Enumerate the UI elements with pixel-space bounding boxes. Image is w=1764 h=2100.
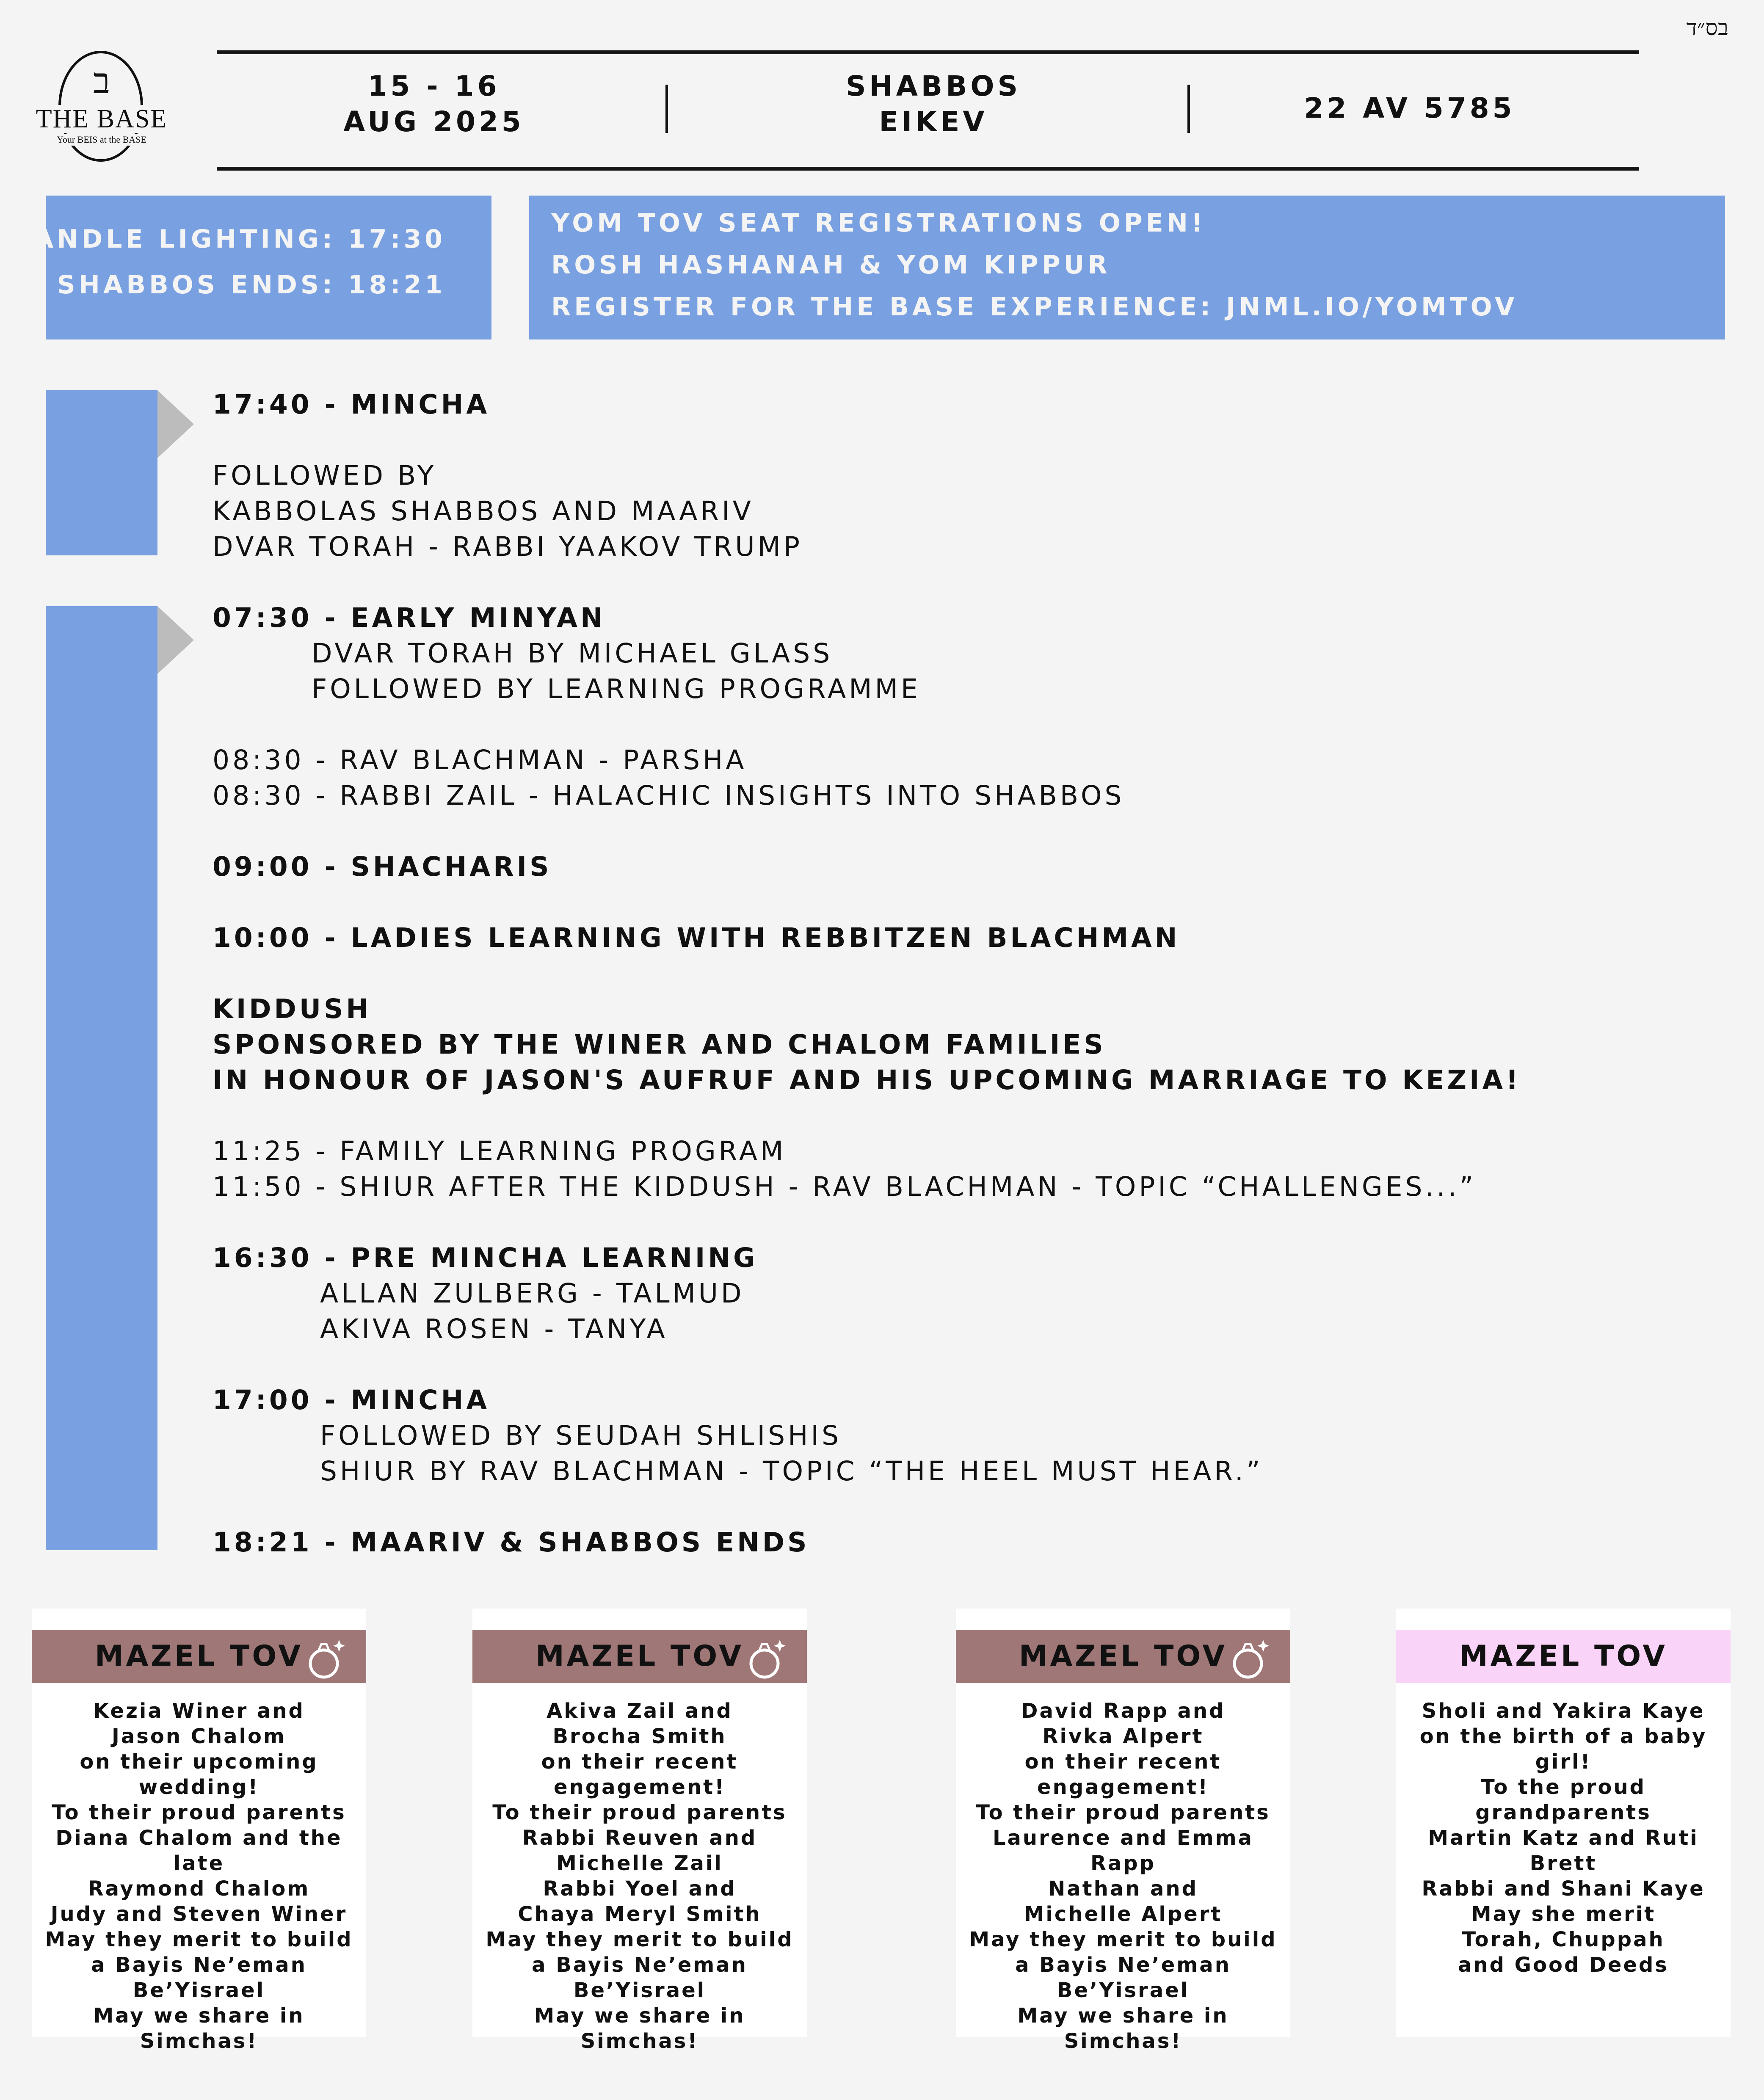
card-message-line: David Rapp and (1021, 1699, 1226, 1723)
shabbos-label: SHABBOS (845, 70, 1021, 102)
friday-followed-by: FOLLOWED BY (213, 460, 437, 491)
card-message-line: Laurence and Emma Rapp (992, 1826, 1254, 1875)
card-title: MAZEL TOV (94, 1639, 304, 1673)
seudah-shiur: SHIUR BY RAV BLACHMAN - TOPIC “THE HEEL MUST HEAR.” (320, 1456, 1263, 1487)
shabbos-timeline-bar (46, 606, 157, 1550)
card-message-line: Nathan and (1048, 1877, 1198, 1901)
card-header (472, 1630, 807, 1683)
logo-glyph: ב (93, 60, 110, 102)
maariv-shabbos-ends: 18:21 - MAARIV & SHABBOS ENDS (213, 1527, 810, 1558)
shacharis: 09:00 - SHACHARIS (213, 851, 552, 882)
card-message (956, 1698, 1290, 2054)
card-title: MAZEL TOV (535, 1639, 744, 1673)
card-message-line: a Bayis Ne’eman Be’Yisrael (532, 1953, 748, 2002)
card-message-line: Kezia Winer and (93, 1699, 305, 1723)
zmanim-box (11, 196, 491, 339)
header-divider (1187, 85, 1190, 133)
early-minyan-dvar-torah: DVAR TORAH BY MICHAEL GLASS (312, 638, 833, 669)
card-message-line: May we share in Simchas! (534, 2004, 745, 2053)
arrow-marker-icon (157, 606, 194, 674)
card-message-line: wedding! (138, 1775, 259, 1799)
card-message-line: Torah, Chuppah (1462, 1928, 1665, 1951)
card-message-line: To their proud parents (52, 1801, 346, 1824)
card-message-line: on their recent (541, 1750, 738, 1774)
kiddush-honour: IN HONOUR OF JASON'S AUFRUF AND HIS UPCOMING MARRIAGE TO KEZIA! (213, 1065, 1521, 1096)
friday-timeline-bar (46, 390, 157, 555)
shiur-after-kiddush: 11:50 - SHIUR AFTER THE KIDDUSH - RAV BLACHMAN - TOPIC “CHALLENGES...” (213, 1171, 1477, 1202)
card-message-line: a Bayis Ne’eman Be’Yisrael (91, 1953, 307, 2002)
card-message-line: May they merit to build (486, 1928, 794, 1951)
card-message-line: Michelle Alpert (1024, 1902, 1223, 1926)
date-days: 15 - 16 (367, 70, 500, 102)
seudah-shlishis: FOLLOWED BY SEUDAH SHLISHIS (320, 1420, 842, 1451)
bsd-mark: בס״ד (1686, 15, 1728, 41)
card-message-line: Jason Chalom (112, 1725, 286, 1748)
card-message-line: Rivka Alpert (1042, 1725, 1204, 1748)
date-month-year: AUG 2025 (343, 105, 525, 138)
card-message-line: Rabbi Yoel and (543, 1877, 737, 1901)
card-message (1396, 1698, 1731, 1978)
card-message-line: engagement! (554, 1775, 726, 1799)
card-header (1396, 1630, 1731, 1683)
announcement-line-1: YOM TOV SEAT REGISTRATIONS OPEN! (551, 208, 1206, 238)
card-message-line: Michelle Zail (556, 1852, 723, 1875)
hebrew-date: 22 AV 5785 (1304, 92, 1516, 124)
pre-mincha-tanya: AKIVA ROSEN - TANYA (320, 1314, 668, 1344)
logo-tagline: Your BEIS at the BASE (34, 134, 169, 146)
card-message-line: Raymond Chalom (88, 1877, 310, 1901)
card-message-line: on their upcoming (80, 1750, 318, 1774)
card-message-line: May we share in Simchas! (93, 2004, 305, 2053)
gregorian-date (296, 69, 571, 140)
card-message-line: To their proud parents (492, 1801, 787, 1824)
card-message-line: on the birth of a baby girl! (1419, 1725, 1707, 1774)
card-message-line: To the proud grandparents (1475, 1775, 1651, 1824)
card-message-line: Akiva Zail and (547, 1699, 733, 1723)
card-message (472, 1698, 807, 2054)
card-message-line: May we share in Simchas! (1017, 2004, 1229, 2053)
candle-lighting-time: CANDLE LIGHTING: 17:30 (11, 224, 446, 254)
card-title: MAZEL TOV (1459, 1639, 1668, 1673)
announcement-line-2: ROSH HASHANAH & YOM KIPPUR (551, 250, 1111, 280)
kiddush-sponsors: SPONSORED BY THE WINER AND CHALOM FAMILIES (213, 1029, 1106, 1060)
card-message-line: May they merit to build (45, 1928, 353, 1951)
ring-icon (304, 1634, 350, 1681)
card-message-line: Rabbi Reuven and (522, 1826, 757, 1850)
card-message-line: Rabbi and Shani Kaye (1422, 1877, 1705, 1901)
halachic-shiur: 08:30 - RABBI ZAIL - HALACHIC INSIGHTS INTO SHABBOS (213, 780, 1125, 811)
parsha-label: EIKEV (879, 105, 988, 138)
card-message-line: Martin Katz and Ruti Brett (1428, 1826, 1699, 1875)
card-header (956, 1630, 1290, 1683)
header-top-rule (217, 50, 1639, 54)
card-message (32, 1698, 366, 2054)
parsha-shiur: 08:30 - RAV BLACHMAN - PARSHA (213, 745, 747, 775)
card-message-line: a Bayis Ne’eman Be’Yisrael (1015, 1953, 1231, 2002)
card-message-line: Brocha Smith (552, 1725, 727, 1748)
friday-mincha: 17:40 - MINCHA (213, 389, 490, 420)
logo-name: THE BASE (34, 105, 169, 133)
mazel-tov-card (472, 1609, 807, 2053)
announcement-registration-link[interactable]: REGISTER FOR THE BASE EXPERIENCE: JNML.IO/YOMTOV (551, 292, 1518, 322)
header-bottom-rule (217, 167, 1639, 171)
pre-mincha-learning: 16:30 - PRE MINCHA LEARNING (213, 1242, 758, 1273)
card-header (32, 1630, 366, 1683)
card-message-line: engagement! (1037, 1775, 1209, 1799)
parsha-name (796, 69, 1071, 140)
friday-kabbolas-shabbos: KABBOLAS SHABBOS AND MAARIV (213, 496, 754, 527)
mazel-tov-card (956, 1609, 1290, 2053)
card-message-line: Chaya Meryl Smith (518, 1902, 762, 1926)
kiddush: KIDDUSH (213, 993, 372, 1024)
the-base-logo (34, 51, 169, 165)
ring-icon (744, 1634, 791, 1681)
card-title: MAZEL TOV (1019, 1639, 1228, 1673)
friday-dvar-torah: DVAR TORAH - RABBI YAAKOV TRUMP (213, 531, 803, 562)
arrow-marker-icon (157, 390, 194, 458)
mazel-tov-card (32, 1609, 366, 2053)
shabbos-ends-time: SHABBOS ENDS: 18:21 (57, 270, 446, 300)
family-learning: 11:25 - FAMILY LEARNING PROGRAM (213, 1136, 787, 1167)
pre-mincha-talmud: ALLAN ZULBERG - TALMUD (320, 1278, 745, 1309)
card-message-line: Sholi and Yakira Kaye (1422, 1699, 1705, 1723)
card-message-line: Diana Chalom and the late (55, 1826, 342, 1875)
shabbos-mincha: 17:00 - MINCHA (213, 1385, 490, 1416)
ring-icon (1228, 1634, 1274, 1681)
card-message-line: Judy and Steven Winer (50, 1902, 348, 1926)
card-message-line: and Good Deeds (1458, 1953, 1669, 1977)
ladies-learning: 10:00 - LADIES LEARNING WITH REBBITZEN BLACHMAN (213, 922, 1180, 953)
early-minyan: 07:30 - EARLY MINYAN (213, 602, 606, 633)
mazel-tov-card (1396, 1609, 1731, 2037)
card-message-line: May she merit (1471, 1902, 1656, 1926)
card-message-line: To their proud parents (976, 1801, 1270, 1824)
card-message-line: May they merit to build (969, 1928, 1277, 1951)
early-minyan-learning: FOLLOWED BY LEARNING PROGRAMME (312, 673, 921, 704)
header-divider (665, 85, 668, 133)
yomtov-announcement-box (529, 196, 1725, 339)
card-message-line: on their recent (1024, 1750, 1222, 1774)
